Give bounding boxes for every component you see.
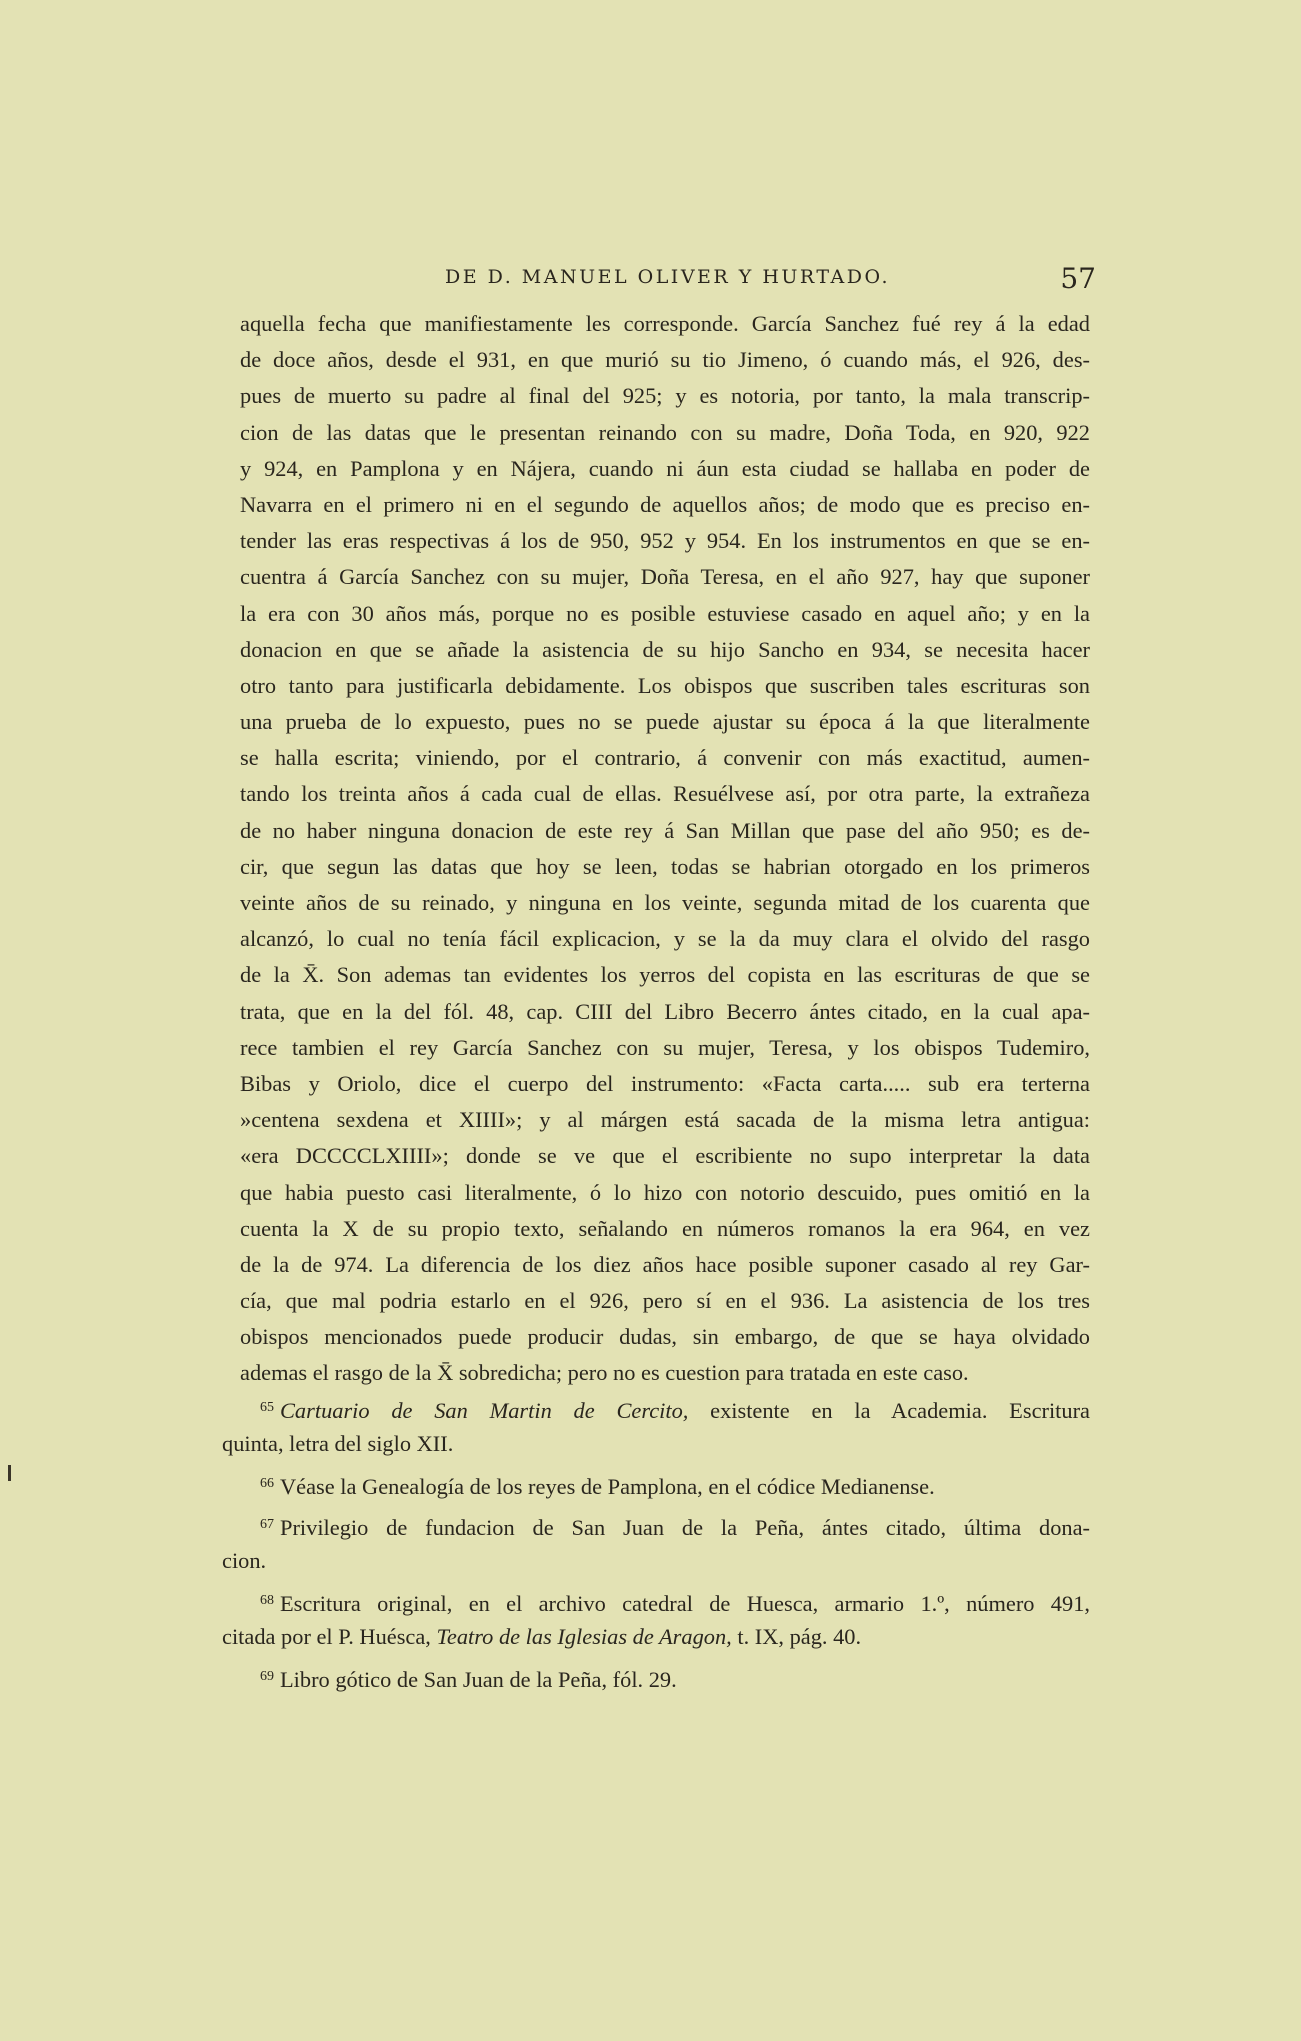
- text-line: de no haber ninguna donacion de este rey á San Millan que pase del año 950; es de-: [240, 817, 1090, 843]
- text-line: alcanzó, lo cual no tenía fácil explicacion, y se la da muy clara el olvido del rasgo: [240, 926, 1090, 952]
- text-line: rece tambien el rey García Sanchez con su mujer, Teresa, y los obispos Tudemiro,: [240, 1034, 1090, 1060]
- text-line: cir, que segun las datas que hoy se leen, todas se habrian otorgado en los primeros: [240, 853, 1090, 879]
- footnote-line: [222, 1659, 1090, 1695]
- text-line: otro tanto para justificarla debidamente. Los obispos que suscriben tales escrituras son: [240, 672, 1090, 698]
- text-line: Navarra en el primero ni en el segundo de aquellos años; de modo que es preciso en-: [240, 491, 1090, 517]
- footnote-line: cion.: [222, 1547, 267, 1573]
- footnote-number: 67: [260, 1516, 274, 1532]
- text-line: «era DCCCCLXIIII»; donde se ve que el escribiente no supo interpretar la data: [240, 1143, 1090, 1169]
- footnote-line: [222, 1619, 1090, 1655]
- footnote: [222, 1507, 1090, 1579]
- footnote: [222, 1390, 1090, 1462]
- footnote-text: existente en la Academia. Escritura: [688, 1398, 1090, 1423]
- footnote-text: Privilegio de fundacion de San Juan de la Peña, ántes citado, última dona-: [280, 1514, 1090, 1540]
- text-line: que habia puesto casi literalmente, ó lo hizo con notorio descuido, pues omitió en la: [240, 1179, 1090, 1205]
- text-line: cía, que mal podria estarlo en el 926, pero sí en el 936. La asistencia de los tres: [240, 1288, 1090, 1314]
- footnote-title: Teatro de las Iglesias de Aragon,: [436, 1624, 732, 1650]
- footnote-line: quinta, letra del siglo XII.: [222, 1431, 454, 1457]
- text-line: »centena sexdena et XIIII»; y al márgen está sacada de la misma letra antigua:: [240, 1107, 1090, 1133]
- text-line: Bibas y Oriolo, dice el cuerpo del instrumento: «Facta carta..... sub era terterna: [240, 1070, 1090, 1096]
- text-line: una prueba de lo expuesto, pues no se puede ajustar su época á la que literalmente: [240, 709, 1090, 735]
- text-line: ademas el rasgo de la X̄ sobredicha; pero no es cuestion para tratada en este caso.: [240, 1360, 969, 1386]
- footnote-text: Libro gótico de San Juan de la Peña, fól. 29.: [280, 1667, 677, 1693]
- footnote-text: citada por el P. Huésca,: [222, 1624, 437, 1650]
- text-line: de la X̄. Son ademas tan evidentes los yerros del copista en las escrituras de que se: [240, 962, 1090, 988]
- text-line: veinte años de su reinado, y ninguna en los veinte, segunda mitad de los cuarenta que: [240, 890, 1090, 915]
- footnote: [222, 1659, 1090, 1695]
- text-line: tender las eras respectivas á los de 950, 952 y 954. En los instrumentos en que se en-: [240, 528, 1090, 554]
- text-line: y 924, en Pamplona y en Nájera, cuando ni áun esta ciudad se hallaba en poder de: [240, 455, 1090, 481]
- page-header: [240, 262, 1096, 302]
- footnote-number: 65: [260, 1400, 274, 1415]
- main-paragraph: [240, 306, 1090, 1392]
- text-line: trata, que en la del fól. 48, cap. CIII del Libro Becerro ántes citado, en la cual apa-: [240, 998, 1090, 1024]
- footnote: [222, 1583, 1090, 1655]
- running-head: DE D. MANUEL OLIVER Y HURTADO.: [445, 266, 890, 288]
- footnote-text: Escritura original, en el archivo catedral de Huesca, armario 1.º, número 491,: [280, 1590, 1090, 1616]
- footnote-number: 68: [260, 1592, 274, 1608]
- text-line: obispos mencionados puede producir dudas, sin embargo, de que se haya olvidado: [240, 1324, 1090, 1350]
- text-line: de la de 974. La diferencia de los diez años hace posible suponer casado al rey Gar-: [240, 1251, 1090, 1277]
- text-line: tando los treinta años á cada cual de ellas. Resuélvese así, por otra parte, la extrañeza: [240, 781, 1090, 807]
- footnote-number: 66: [260, 1476, 274, 1492]
- text-line: cuentra á García Sanchez con su mujer, Doña Teresa, en el año 927, hay que suponer: [240, 564, 1090, 590]
- footnote-text: Véase la Genealogía de los reyes de Pamplona, en el códice Medianense.: [280, 1474, 935, 1500]
- text-line: cion de las datas que le presentan reinando con su madre, Doña Toda, en 920, 922: [240, 419, 1090, 445]
- text-line: de doce años, desde el 931, en que murió su tio Jimeno, ó cuando más, el 926, des-: [240, 347, 1090, 373]
- footnote-number: 69: [260, 1669, 274, 1685]
- footnote-text: t. IX, pág. 40.: [731, 1624, 862, 1650]
- footnotes: [222, 1390, 1090, 1700]
- text-line: aquella fecha que manifiestamente les corresponde. García Sanchez fué rey á la edad: [240, 311, 1090, 336]
- footnote-line: [222, 1507, 1090, 1543]
- text-line: se halla escrita; viniendo, por el contrario, á convenir con más exactitud, aumen-: [240, 745, 1090, 771]
- text-line: cuenta la X de su propio texto, señalando en números romanos la era 964, en vez: [240, 1215, 1090, 1241]
- footnote-line: [222, 1466, 1090, 1502]
- text-line: la era con 30 años más, porque no es posible estuviese casado en aquel año; y en la: [240, 600, 1090, 626]
- margin-tick: [8, 1465, 11, 1481]
- footnote-line: [222, 1390, 1090, 1426]
- footnote: [222, 1466, 1090, 1502]
- text-line: donacion en que se añade la asistencia de su hijo Sancho en 934, se necesita hacer: [240, 636, 1090, 662]
- footnote-title: Cartuario de San Martin de Cercito,: [280, 1398, 689, 1423]
- text-line: pues de muerto su padre al final del 925; y es notoria, por tanto, la mala transcrip-: [240, 383, 1090, 409]
- page-number: 57: [1060, 262, 1096, 295]
- footnote-line: [222, 1583, 1090, 1619]
